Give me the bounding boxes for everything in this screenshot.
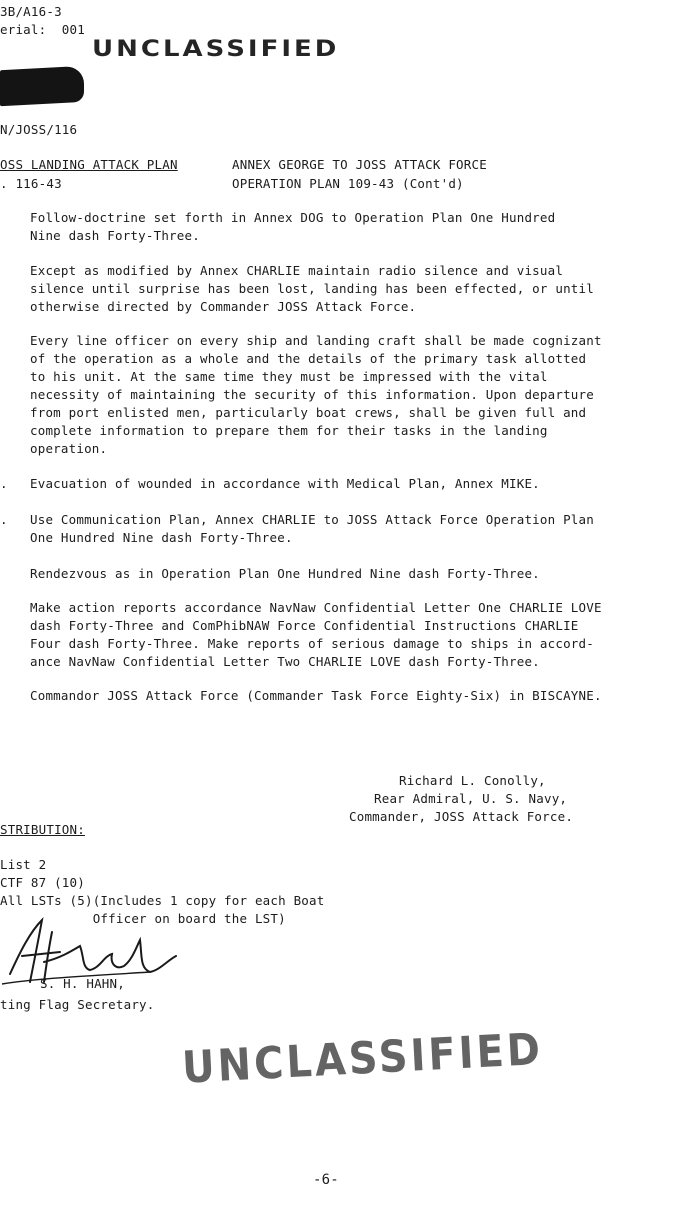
paragraph-line: Commandor JOSS Attack Force (Commander Task Force Eighty-Six) in BISCAYNE. bbox=[30, 688, 602, 703]
classification-stamp-bottom: UNCLASSIFIED bbox=[180, 1024, 545, 1094]
paragraph-line: from port enlisted men, particularly boat crews, shall be given full and bbox=[30, 405, 587, 420]
paragraph-line: Evacuation of wounded in accordance with Medical Plan, Annex MIKE. bbox=[30, 476, 540, 491]
paragraph-line: necessity of maintaining the security of this information. Upon departure bbox=[30, 387, 594, 402]
paragraph-line: complete information to prepare them for their tasks in the landing bbox=[30, 423, 548, 438]
distribution-item: List 2 bbox=[0, 857, 47, 872]
paragraph-line: dash Forty-Three and ComPhibNAW Force Confidential Instructions CHARLIE bbox=[30, 618, 579, 633]
serial-number: erial: 001 bbox=[0, 22, 85, 37]
paragraph-line: One Hundred Nine dash Forty-Three. bbox=[30, 530, 293, 545]
paragraph-line: Every line officer on every ship and landing craft shall be made cognizant bbox=[30, 333, 602, 348]
plan-number: . 116-43 bbox=[0, 176, 62, 191]
paragraph-line: operation. bbox=[30, 441, 108, 456]
paragraph-line: Make action reports accordance NavNaw Confidential Letter One CHARLIE LOVE bbox=[30, 600, 602, 615]
paragraph-line: Follow-doctrine set forth in Annex DOG to Operation Plan One Hundred bbox=[30, 210, 556, 225]
paragraph-line: otherwise directed by Commander JOSS Attack Force. bbox=[30, 299, 417, 314]
paragraph-line: of the operation as a whole and the details of the primary task allotted bbox=[30, 351, 587, 366]
paragraph-line: to his unit. At the same time they must be impressed with the vital bbox=[30, 369, 548, 384]
redaction-block bbox=[0, 66, 84, 106]
distribution-item: CTF 87 (10) bbox=[0, 875, 85, 890]
signer-title: Commander, JOSS Attack Force. bbox=[349, 809, 574, 824]
distribution-item: Officer on board the LST) bbox=[0, 911, 286, 926]
paragraph-line: Except as modified by Annex CHARLIE maintain radio silence and visual bbox=[30, 263, 564, 278]
file-reference: 3B/A16-3 bbox=[0, 4, 62, 19]
authenticator-role: ting Flag Secretary. bbox=[0, 997, 155, 1012]
distribution-item: All LSTs (5)(Includes 1 copy for each Boat bbox=[0, 893, 325, 908]
paragraph-line: silence until surprise has been lost, landing has been effected, or until bbox=[30, 281, 594, 296]
plan-title: OSS LANDING ATTACK PLAN bbox=[0, 157, 178, 172]
paragraph-bullet: . bbox=[0, 476, 8, 491]
paragraph-bullet: . bbox=[0, 512, 8, 527]
signer-rank: Rear Admiral, U. S. Navy, bbox=[374, 791, 568, 806]
serial-code: N/JOSS/116 bbox=[0, 122, 78, 137]
distribution-heading: STRIBUTION: bbox=[0, 822, 85, 837]
annex-title: ANNEX GEORGE TO JOSS ATTACK FORCE bbox=[232, 157, 487, 172]
annex-subtitle: OPERATION PLAN 109-43 (Cont'd) bbox=[232, 176, 464, 191]
paragraph-line: Nine dash Forty-Three. bbox=[30, 228, 200, 243]
page-number: -6- bbox=[313, 1172, 339, 1188]
paragraph-line: Four dash Forty-Three. Make reports of serious damage to ships in accord- bbox=[30, 636, 594, 651]
classification-stamp-top: UNCLASSIFIED bbox=[92, 36, 340, 62]
authenticator-name: S. H. HAHN, bbox=[40, 976, 125, 991]
paragraph-line: Use Communication Plan, Annex CHARLIE to JOSS Attack Force Operation Plan bbox=[30, 512, 594, 527]
signer-name: Richard L. Conolly, bbox=[399, 773, 546, 788]
paragraph-line: ance NavNaw Confidential Letter Two CHARLIE LOVE dash Forty-Three. bbox=[30, 654, 540, 669]
paragraph-line: Rendezvous as in Operation Plan One Hundred Nine dash Forty-Three. bbox=[30, 566, 540, 581]
